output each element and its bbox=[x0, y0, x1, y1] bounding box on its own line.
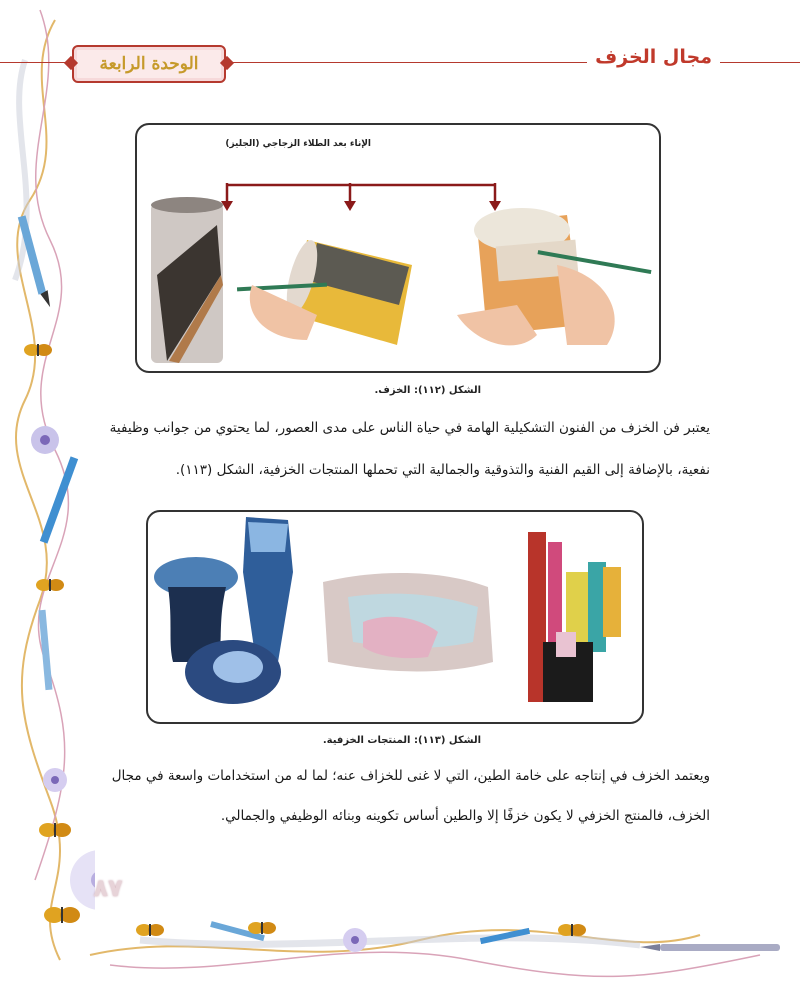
page-number: ٨٧ bbox=[93, 874, 123, 902]
butterfly-icon bbox=[136, 924, 164, 936]
paragraph-1-line-2: نفعية، بالإضافة إلى القيم الفنية والتذوقية والجمالية التي تحملها المنتجات الخزفية، الشكل (١١٣). bbox=[175, 462, 710, 478]
arrow-down-icon bbox=[344, 201, 356, 211]
glazing-illustration bbox=[137, 125, 659, 371]
flower-icon bbox=[31, 426, 59, 454]
paintbrush-icon bbox=[640, 944, 780, 951]
glazing-tube-image bbox=[237, 237, 412, 345]
figure-112-glazing-photo bbox=[135, 123, 661, 373]
decorative-border-bottom bbox=[0, 900, 800, 985]
paragraph-2-line-2: الخزف، فالمنتج الخزفي لا يكون خزفًا إلا والطين أساس تكوينه وبنائه الوظيفي والجمالي. bbox=[220, 808, 710, 824]
figure-113-caption: الشكل (١١٣): المنتجات الخزفية. bbox=[322, 735, 481, 746]
figure-112-caption: الشكل (١١٢): الخزف. bbox=[374, 385, 481, 396]
unit-badge: الوحدة الرابعة bbox=[72, 45, 226, 83]
flower-icon bbox=[343, 928, 367, 952]
decorative-border-left bbox=[0, 0, 95, 985]
glazed-vase-image bbox=[151, 197, 223, 363]
pencil-icon bbox=[39, 610, 53, 690]
figure-113-ceramic-products-photo bbox=[146, 510, 644, 724]
paragraph-1-line-1: يعتبر فن الخزف من الفنون التشكيلية الهامة في حياة الناس على مدى العصور، لما يحتوي من جوانب وظيفية bbox=[109, 420, 710, 436]
ceramic-products-illustration bbox=[148, 512, 642, 722]
flower-icon bbox=[43, 768, 67, 792]
ceramic-slab-image bbox=[323, 573, 493, 672]
butterfly-icon bbox=[24, 344, 52, 356]
figure-112-label: الإناء بعد الطلاء الزجاجي (الجليز) bbox=[225, 139, 371, 149]
colorful-sculpture-image bbox=[528, 532, 621, 702]
paragraph-2-line-1: ويعتمد الخزف في إنتاجه على خامة الطين، التي لا غنى للخزاف عنه؛ لما له من استخدامات واسعة في مجال bbox=[111, 768, 710, 784]
butterfly-icon bbox=[248, 922, 276, 934]
blue-vases-image bbox=[154, 517, 293, 704]
unglazed-tube-image bbox=[457, 208, 651, 345]
butterfly-icon bbox=[39, 823, 71, 837]
arrow-down-icon bbox=[489, 201, 501, 211]
butterfly-icon bbox=[36, 579, 64, 591]
arrow-diagram bbox=[227, 183, 495, 203]
domain-title: مجال الخزف bbox=[587, 46, 720, 68]
butterfly-icon bbox=[558, 924, 586, 936]
